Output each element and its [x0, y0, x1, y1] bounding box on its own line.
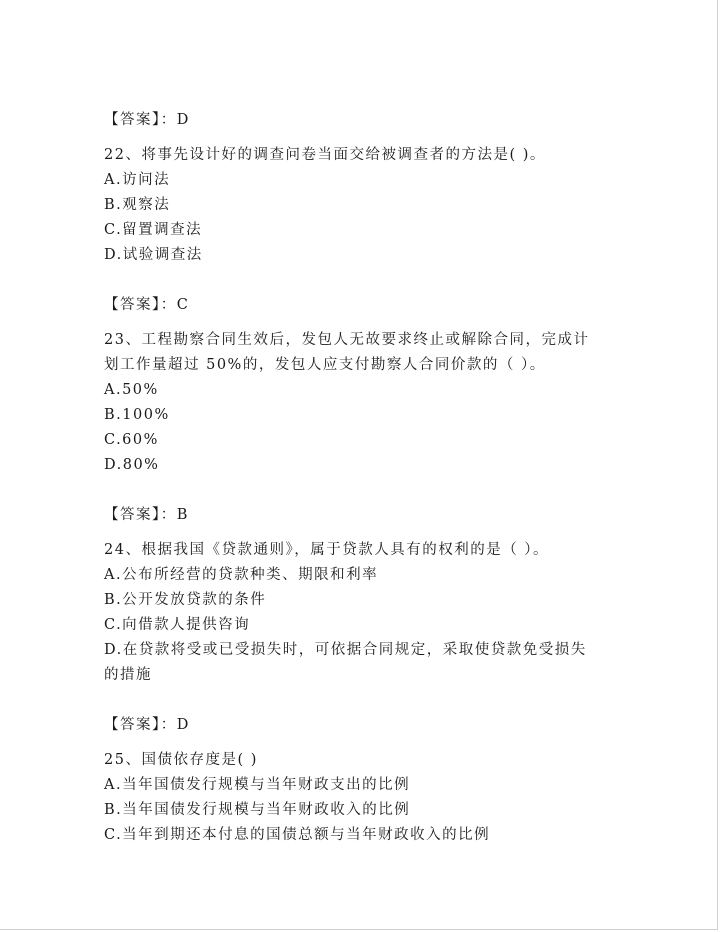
question-22-option-d: D.试验调查法: [104, 247, 203, 263]
question-25-option-c: C.当年到期还本付息的国债总额与当年财政收入的比例: [104, 827, 491, 843]
question-25: [104, 748, 624, 848]
question-23-stem-line-2: 划工作量超过 50%的，发包人应支付勘察人合同价款的（ ）。: [104, 357, 546, 373]
question-24-option-d-continued: 的措施: [104, 667, 152, 683]
answer-23: 【答案】：B: [104, 507, 189, 523]
question-22-option-a: A.访问法: [104, 172, 171, 188]
question-23-option-d: D.80%: [104, 457, 160, 473]
question-23-option-a: A.50%: [104, 382, 159, 398]
question-24-option-c: C.向借款人提供咨询: [104, 617, 251, 633]
question-23-stem-line-1: 23、工程勘察合同生效后，发包人无故要求终止或解除合同，完成计: [104, 332, 590, 348]
question-23: [104, 328, 624, 478]
question-25-option-a: A.当年国债发行规模与当年财政支出的比例: [104, 777, 411, 793]
answer-21: 【答案】：D: [104, 112, 190, 128]
question-24: [104, 538, 624, 688]
question-25-stem: 25、国债依存度是( ): [104, 752, 258, 768]
answer-22: 【答案】：C: [104, 297, 190, 313]
question-23-option-b: B.100%: [104, 407, 170, 423]
document-content: [104, 108, 624, 848]
question-24-stem: 24、根据我国《贷款通则》，属于贷款人具有的权利的是（ ）。: [104, 542, 550, 558]
question-22-stem: 22、将事先设计好的调查问卷当面交给被调查者的方法是( )。: [104, 147, 546, 163]
answer-24: 【答案】：D: [104, 717, 190, 733]
question-22: [104, 143, 624, 268]
question-22-option-b: B.观察法: [104, 197, 171, 213]
question-25-option-b: B.当年国债发行规模与当年财政收入的比例: [104, 802, 411, 818]
question-24-option-d: D.在贷款将受或已受损失时，可依据合同规定，采取使贷款免受损失: [104, 642, 587, 658]
question-24-option-b: B.公开发放贷款的条件: [104, 592, 267, 608]
question-22-option-c: C.留置调查法: [104, 222, 203, 238]
question-24-option-a: A.公布所经营的贷款种类、期限和利率: [104, 567, 379, 583]
question-23-option-c: C.60%: [104, 432, 159, 448]
